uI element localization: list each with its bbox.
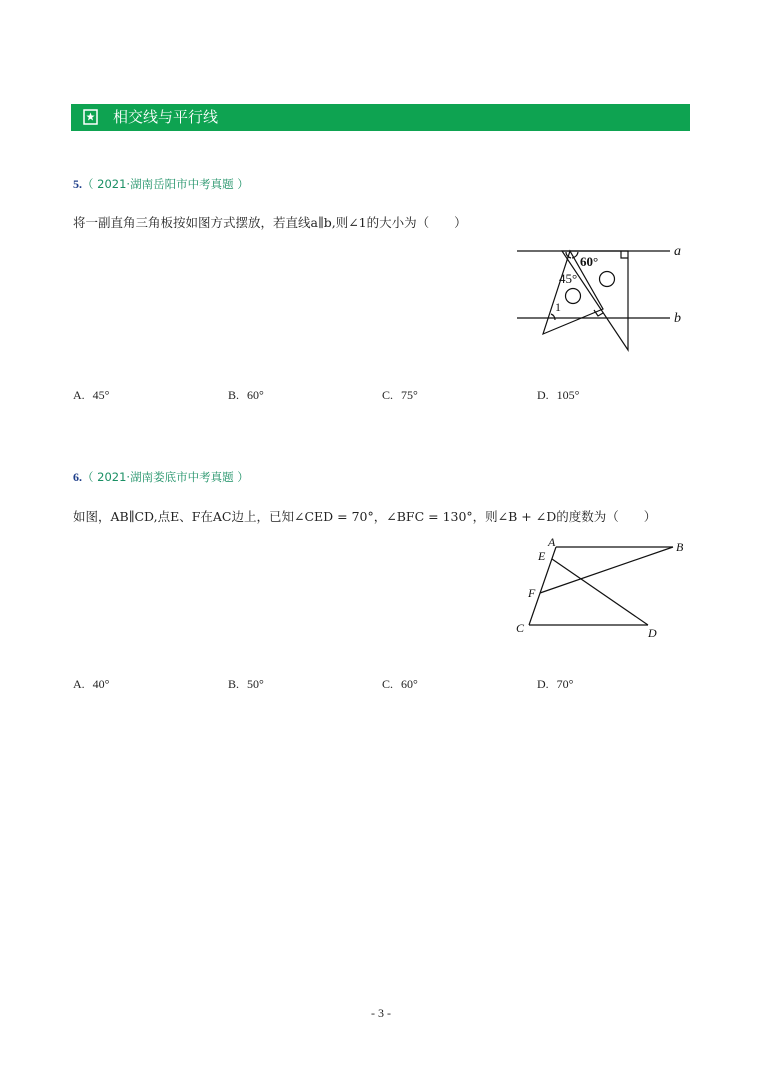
option-value: 70° [556, 677, 574, 691]
option-value: 60° [247, 388, 264, 402]
point-b-label: B [676, 540, 684, 554]
question-number: 6. [73, 470, 82, 484]
option-c[interactable] [382, 677, 418, 692]
option-letter: B. [228, 388, 240, 402]
question-5-header [73, 176, 249, 192]
option-value: 40° [92, 677, 110, 691]
point-e-label: E [538, 549, 546, 563]
question-number: 5. [73, 177, 82, 191]
segment-ed [552, 559, 648, 625]
question-5-figure [510, 238, 695, 356]
page-number: - 3 - [371, 1006, 391, 1020]
question-source: （ 2021·湖南岳阳市中考真题 ） [82, 177, 249, 191]
option-letter: B. [228, 677, 240, 691]
question-source: （ 2021·湖南娄底市中考真题 ） [82, 470, 249, 484]
angle-45-label: 45° [559, 271, 578, 286]
point-f-label: F [528, 586, 536, 600]
option-a[interactable] [73, 677, 109, 692]
question-6-stem: 如图，AB∥CD,点E、F在AC边上，已知∠CED = 70°，∠BFC = 130°，则∠B + ∠D的度数为（ ） [73, 509, 657, 524]
option-letter: A. [73, 388, 85, 402]
angle-1-label: 1 [555, 300, 561, 314]
option-value: 45° [92, 388, 110, 402]
point-c-label: C [516, 621, 525, 635]
question-5-stem: 将一副直角三角板按如图方式摆放，若直线a∥b,则∠1的大小为（ ） [73, 215, 467, 230]
option-a[interactable] [73, 388, 109, 403]
question-6-header [73, 469, 249, 485]
option-d[interactable] [537, 677, 573, 692]
point-d-label: D [648, 626, 657, 640]
label-b: b [674, 311, 681, 326]
point-a-label: A [548, 536, 556, 549]
angle-60-label: 60° [580, 254, 599, 269]
option-value: 60° [401, 677, 418, 691]
option-value: 50° [247, 677, 264, 691]
section-header [71, 104, 690, 131]
option-letter: A. [73, 677, 85, 691]
option-d[interactable] [537, 388, 579, 403]
question-6-figure [510, 536, 695, 644]
label-a: a [674, 244, 681, 259]
option-value: 105° [556, 388, 580, 402]
hole-circle-1 [600, 272, 615, 287]
bookmark-star-icon [83, 109, 98, 125]
option-letter: C. [382, 388, 394, 402]
option-value: 75° [401, 388, 418, 402]
segment-fb [540, 547, 673, 593]
option-letter: C. [382, 677, 394, 691]
section-title: 相交线与平行线 [113, 108, 219, 126]
option-letter: D. [537, 677, 549, 691]
hole-circle-2 [566, 289, 581, 304]
option-letter: D. [537, 388, 549, 402]
option-c[interactable] [382, 388, 418, 403]
option-b[interactable] [228, 677, 264, 692]
option-b[interactable] [228, 388, 264, 403]
